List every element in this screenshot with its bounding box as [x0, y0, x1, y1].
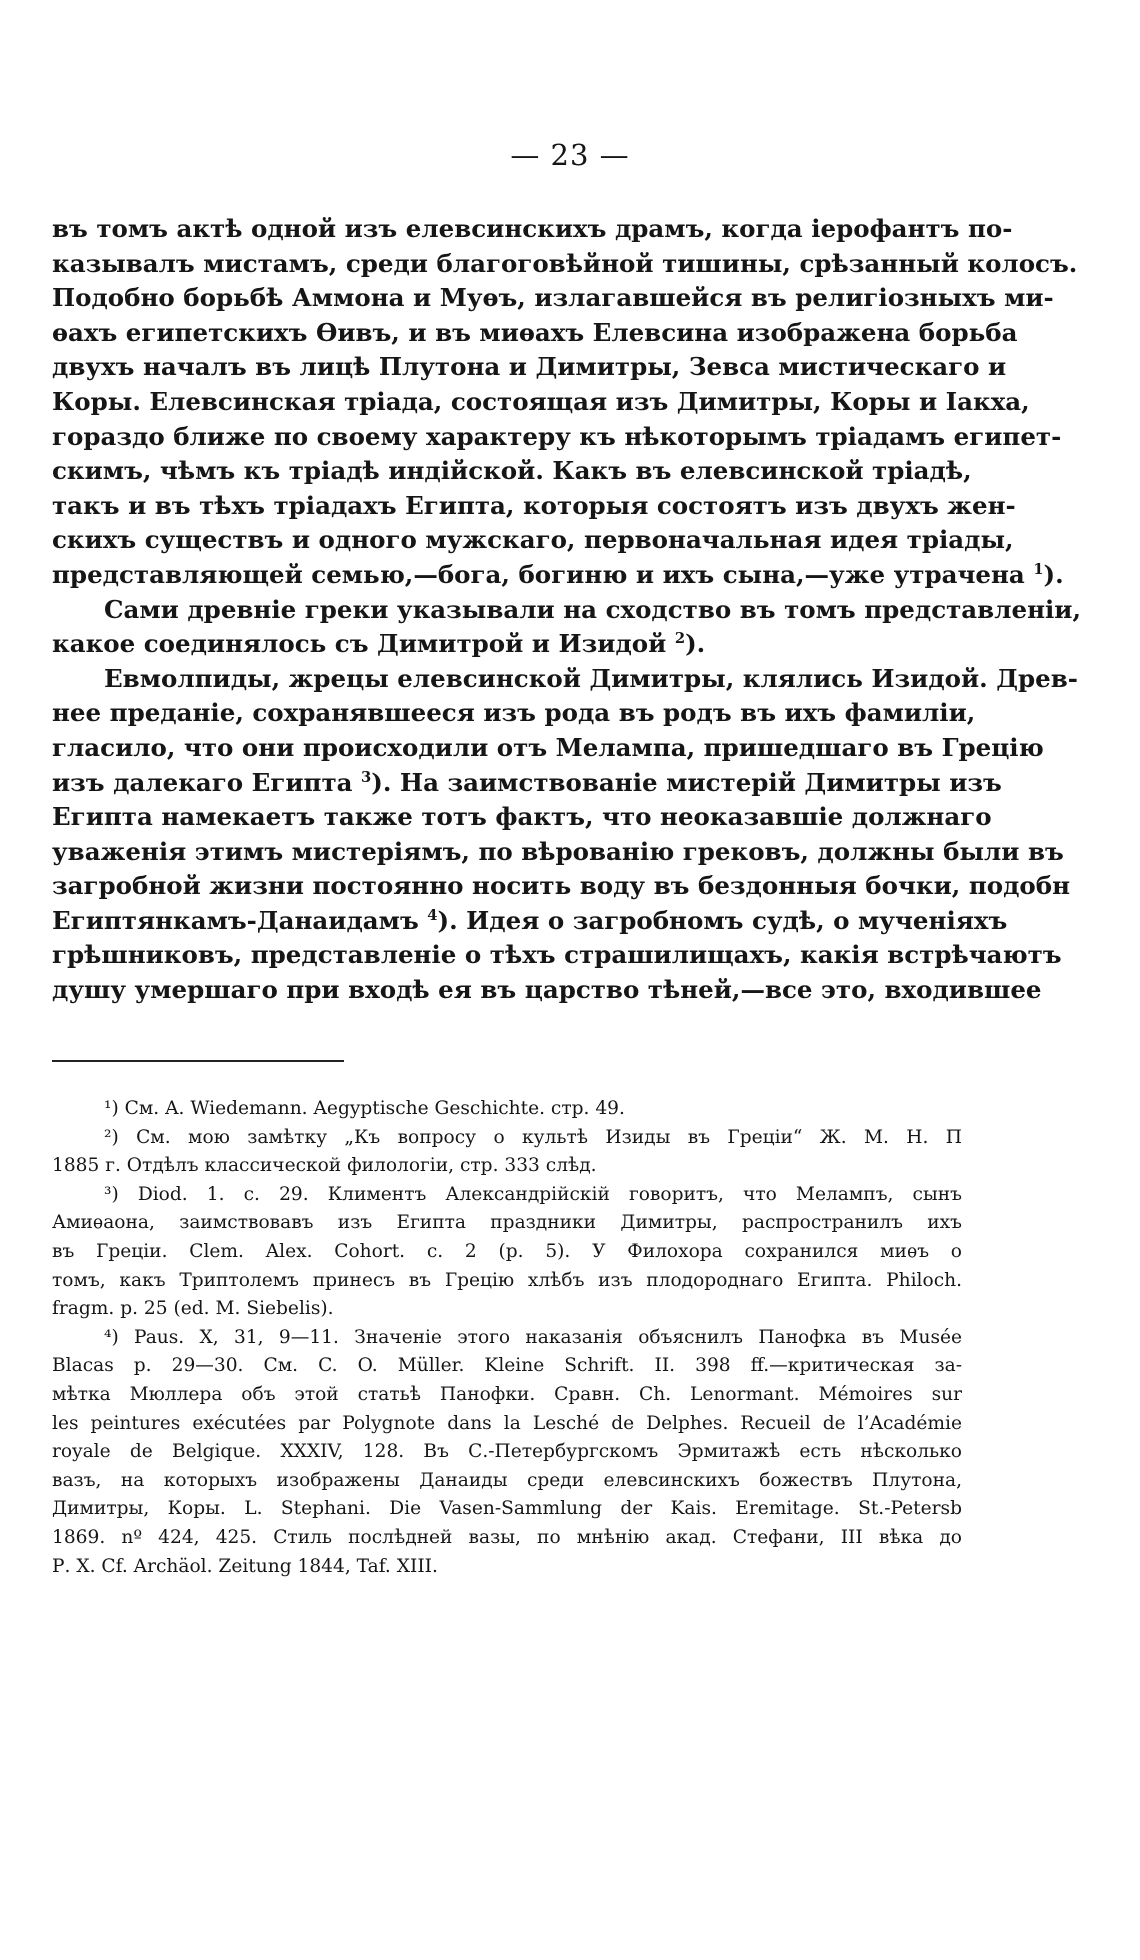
body-line-9: такъ и въ тѣхъ тріадахъ Египта, которыя состоятъ изъ двухъ жен- — [52, 490, 1016, 520]
page-number: — 23 — — [510, 138, 630, 172]
footnote-1: ¹) См. A. Wiedemann. Aegyptische Geschichte. стр. 49. — [104, 1098, 625, 1119]
footnote-ref-3: 3 — [361, 768, 372, 786]
body-line-12: Сами древніе греки указывали на сходство въ томъ представленіи, — [104, 594, 1082, 624]
footnote-4-line-6: вазъ, на которыхъ изображены Данаиды среди елевсинскихъ божествъ Плутона, — [52, 1469, 962, 1491]
footnote-2-line-1: ²) См. мою замѣтку „Къ вопросу о культѣ Изиды въ Греціи“ Ж. М. Н. П — [104, 1126, 962, 1148]
footnote-divider — [52, 1060, 344, 1062]
footnote-ref-4: 4 — [427, 906, 438, 924]
footnote-3-line-4: томъ, какъ Триптолемъ принесъ въ Грецію хлѣбъ изъ плодороднаго Египта. Philoch. — [52, 1269, 962, 1291]
body-line-4: ѳахъ египетскихъ Ѳивъ, и въ миѳахъ Елевсина изображена борьба — [52, 317, 1018, 347]
body-line-16: гласило, что они происходили отъ Мелампа, пришедшаго въ Грецію — [52, 732, 1044, 762]
footnote-4-line-4: les peintures exécutées par Polygnote dans la Lesché de Delphes. Recueil de l’Académie — [52, 1412, 962, 1434]
footnote-3-line-3: въ Греціи. Clem. Alex. Cohort. c. 2 (p. 5). У Филохора сохранился миѳъ о — [52, 1240, 962, 1262]
body-line-2: казывалъ мистамъ, среди благоговѣйной тишины, срѣзанный колосъ. — [52, 248, 1078, 278]
body-line-13 — [52, 627, 962, 662]
footnote-ref-2: 2 — [674, 629, 686, 647]
footnote-ref-1: 1 — [1033, 560, 1044, 578]
footnote-4-line-1: ⁴) Paus. X, 31, 9—11. Значеніе этого наказанія объяснилъ Панофка въ Musée — [104, 1326, 962, 1348]
body-line-11-text: представляющей семью,—бога, богиню и ихъ сына,—уже утрачена — [52, 559, 1025, 589]
body-line-10: скихъ существъ и одного мужскаго, первоначальная идея тріады, — [52, 525, 1014, 555]
body-line-14: Евмолпиды, жрецы елевсинской Димитры, клялись Изидой. Древ- — [104, 663, 1078, 693]
footnote-ref-3-close: ). — [371, 767, 392, 797]
body-line-1: въ томъ актѣ одной изъ елевсинскихъ драмъ, когда іерофантъ по- — [52, 214, 1013, 243]
body-line-21-end: Идея о загробномъ судѣ, о мученіяхъ — [466, 905, 1008, 935]
body-line-6: Коры. Елевсинская тріада, состоящая изъ Димитры, Коры и Іакха, — [52, 386, 1030, 416]
body-line-22: грѣшниковъ, представленіе о тѣхъ страшилищахъ, какія встрѣчаютъ — [52, 940, 1062, 970]
body-line-3: Подобно борьбѣ Аммона и Муѳъ, излагавшейся въ религіозныхъ ми- — [52, 283, 1054, 313]
footnote-4-line-3: мѣтка Мюллера объ этой статьѣ Панофки. Сравн. Ch. Lenormant. Mémoires sur — [52, 1383, 962, 1405]
footnote-2-line-2: 1885 г. Отдѣлъ классической филологіи, стр. 333 слѣд. — [52, 1155, 597, 1177]
footnote-ref-2-close: ). — [685, 629, 706, 659]
body-line-5: двухъ началъ въ лицѣ Плутона и Димитры, Зевса мистическаго и — [52, 352, 1007, 382]
footnotes — [52, 1095, 962, 1581]
footnote-4-line-7: Димитры, Коры. L. Stephani. Die Vasen-Sammlung der Kais. Eremitage. St.-Petersb — [52, 1498, 962, 1520]
footnote-4-line-5: royale de Belgique. XXXIV, 128. Въ С.-Петербургскомъ Эрмитажѣ есть нѣсколько — [52, 1441, 962, 1463]
body-line-21 — [52, 904, 1008, 939]
body-line-15: нее преданіе, сохранявшееся изъ рода въ родъ въ ихъ фамиліи, — [52, 698, 976, 728]
body-line-21-start: Египтянкамъ-Данаидамъ — [52, 905, 419, 935]
body-line-8: скимъ, чѣмъ къ тріадѣ индійской. Какъ въ елевсинской тріадѣ, — [52, 456, 972, 486]
body-line-13-text: какое соединялось съ Димитрой и Изидой — [52, 629, 667, 659]
body-line-17 — [52, 766, 1002, 801]
footnote-ref-1-close: ). — [1043, 559, 1064, 589]
footnote-4-line-8: 1869. nº 424, 425. Стиль послѣдней вазы, по мнѣнію акад. Стефани, III вѣка до — [52, 1526, 962, 1548]
footnote-4-line-9: Р. Х. Cf. Archäol. Zeitung 1844, Taf. XIII. — [52, 1555, 438, 1577]
body-line-17-start: изъ далекаго Египта — [52, 767, 353, 797]
body-line-23: душу умершаго при входѣ ея въ царство тѣней,—все это, входившее — [52, 975, 1042, 1005]
body-line-20: загробной жизни постоянно носить воду въ бездонныя бочки, подобн — [52, 871, 1071, 901]
footnote-ref-4-close: ). — [437, 905, 458, 935]
main-text — [52, 212, 1082, 1008]
body-line-11 — [52, 558, 1064, 593]
body-line-19: уваженія этимъ мистеріямъ, по вѣрованію грековъ, должны были въ — [52, 836, 1064, 866]
footnote-3-line-5: fragm. p. 25 (ed. M. Siebelis). — [52, 1298, 334, 1320]
body-line-7: гораздо ближе по своему характеру къ нѣкоторымъ тріадамъ египет- — [52, 421, 1062, 451]
body-line-18: Египта намекаетъ также тотъ фактъ, что неоказавшіе должнаго — [52, 802, 992, 832]
footnote-3-line-2: Амиѳаона, заимствовавъ изъ Египта праздники Димитры, распространилъ ихъ — [52, 1212, 962, 1234]
footnote-3-line-1: ³) Diod. 1. c. 29. Климентъ Александрійскій говоритъ, что Мелампъ, сынъ — [104, 1183, 962, 1205]
footnote-4-line-2: Blacas p. 29—30. См. C. O. Müller. Kleine Schrift. II. 398 ff.—критическая за- — [52, 1355, 962, 1377]
body-line-17-end: На заимствованіе мистерій Димитры изъ — [399, 767, 1002, 797]
